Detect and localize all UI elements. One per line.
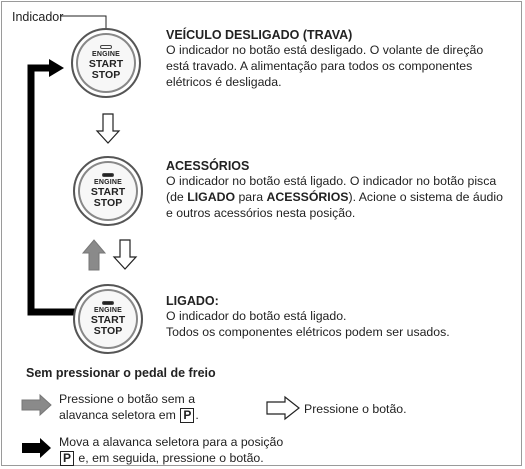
- state-on-line-2: Todos os componentes elétricos podem ser usados.: [166, 325, 450, 339]
- state-off-line-3: elétricos é desligada.: [166, 75, 282, 89]
- legend-gray-text: [59, 391, 199, 423]
- legend-black-text: [59, 434, 283, 466]
- gear-p-box: P: [180, 408, 194, 423]
- button-start-text: START: [90, 314, 126, 326]
- indicator-off-icon: [100, 45, 112, 49]
- button-start-text: START: [88, 58, 124, 70]
- button-stop-text: STOP: [91, 69, 121, 81]
- button-stop-text: STOP: [93, 325, 123, 337]
- button-engine-text: ENGINE: [93, 307, 123, 314]
- legend-heading: Sem pressionar o pedal de freio: [26, 366, 216, 380]
- legend-white-arrow: [267, 397, 299, 419]
- engine-start-stop-button-acc: [73, 156, 143, 226]
- white-arrow-down-2: [114, 240, 136, 269]
- legend-gray-line-2: alavanca seletora em P .: [59, 408, 199, 422]
- button-engine-text: ENGINE: [91, 51, 121, 58]
- state-acc-line-3: e outros acessórios nesta posição.: [166, 206, 356, 220]
- engine-start-stop-button-off: [71, 28, 141, 98]
- diagram-panel: [1, 1, 522, 466]
- state-off-title: VEÍCULO DESLIGADO (TRAVA): [166, 28, 353, 42]
- button-stop-text: STOP: [93, 197, 123, 209]
- button-start-text: START: [90, 186, 126, 198]
- gear-p-box: P: [60, 451, 74, 466]
- state-acc-line-2: (de LIGADO para ACESSÓRIOS). Acione o sistema de áudio: [166, 190, 503, 204]
- state-off-line-1: O indicador no botão está desligado. O volante de direção: [166, 43, 484, 57]
- indicator-on-icon: [102, 301, 114, 305]
- indicator-on-icon: [102, 173, 114, 177]
- gray-arrow-up: [83, 240, 105, 270]
- legend-black-line-1: Mova a alavanca seletora para a posição: [59, 435, 284, 449]
- black-loop-arrowhead: [49, 59, 64, 77]
- state-on-title: LIGADO:: [166, 294, 219, 308]
- state-acc-title: ACESSÓRIOS: [166, 159, 250, 173]
- engine-start-stop-button-on: [73, 284, 143, 354]
- legend-gray-arrow: [22, 395, 51, 415]
- legend-gray-line-1: Pressione o botão sem a: [59, 392, 196, 406]
- state-off-line-2: está travado. A alimentação para todos os componentes: [166, 59, 473, 73]
- legend-black-line-2: P e, em seguida, pressione o botão.: [59, 450, 283, 466]
- white-arrow-down-1: [97, 114, 119, 143]
- legend-white-text: Pressione o botão.: [304, 402, 407, 416]
- state-acc-block: [166, 159, 503, 221]
- state-on-block: [166, 294, 450, 340]
- indicator-label: Indicador: [12, 10, 64, 24]
- state-off-block: [166, 28, 483, 90]
- button-engine-text: ENGINE: [93, 179, 123, 186]
- indicator-pointer-line: [60, 16, 106, 29]
- state-acc-line-1: O indicador no botão está ligado. O indicador no botão pisca: [166, 174, 497, 188]
- legend-black-arrow: [22, 438, 51, 458]
- state-on-line-1: O indicador do botão está ligado.: [166, 309, 347, 323]
